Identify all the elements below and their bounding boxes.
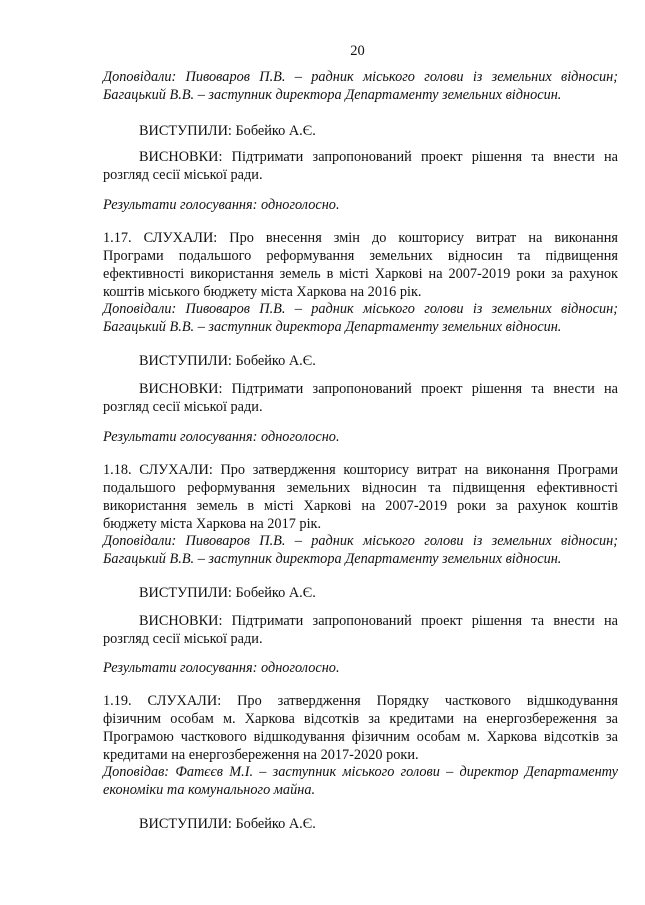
reporters-line: Доповідав: Фатєєв М.І. – заступник міського голови – директор Департаменту <box>103 764 618 780</box>
reporters-line: економіки та комунального майна. <box>103 782 316 798</box>
conclusions-line: ВИСНОВКИ: Підтримати запропонований проект рішення та внести на <box>139 613 618 629</box>
speakers-line: ВИСТУПИЛИ: Бобейко А.Є. <box>139 585 316 601</box>
vote-result: Результати голосування: одноголосно. <box>103 197 340 213</box>
conclusions-line: розгляд сесії міської ради. <box>103 399 263 415</box>
reporters-line: Доповідали: Пивоваров П.В. – радник міського голови із земельних відносин; <box>103 533 618 549</box>
vote-result: Результати голосування: одноголосно. <box>103 429 340 445</box>
reporters-line: Доповідали: Пивоваров П.В. – радник міського голови із земельних відносин; <box>103 69 618 85</box>
page-number: 20 <box>350 43 365 59</box>
heard-line: Програми подальшого реформування земельних відносин та підвищення <box>103 248 618 264</box>
heard-line: коштів міського бюджету міста Харкова на 2016 рік. <box>103 284 422 300</box>
heard-line: ефективності використання земель в місті Харкові на 2007-2019 роки за рахунок <box>103 266 618 282</box>
speakers-line: ВИСТУПИЛИ: Бобейко А.Є. <box>139 353 316 369</box>
conclusions-line: ВИСНОВКИ: Підтримати запропонований проект рішення та внести на <box>139 149 618 165</box>
heard-line: Програмою часткового відшкодування фізичним особам м. Харкова відсотків за <box>103 729 618 745</box>
vote-result: Результати голосування: одноголосно. <box>103 660 340 676</box>
reporters-line: Багацький В.В. – заступник директора Департаменту земельних відносин. <box>103 319 562 335</box>
speakers-line: ВИСТУПИЛИ: Бобейко А.Є. <box>139 816 316 832</box>
reporters-line: Багацький В.В. – заступник директора Департаменту земельних відносин. <box>103 87 562 103</box>
conclusions-line: ВИСНОВКИ: Підтримати запропонований проект рішення та внести на <box>139 381 618 397</box>
heard-line: 1.19. СЛУХАЛИ: Про затвердження Порядку часткового відшкодування <box>103 693 618 709</box>
conclusions-line: розгляд сесії міської ради. <box>103 167 263 183</box>
speakers-line: ВИСТУПИЛИ: Бобейко А.Є. <box>139 123 316 139</box>
heard-line: подальшого реформування земельних відносин та підвищення ефективності <box>103 480 618 496</box>
conclusions-line: розгляд сесії міської ради. <box>103 631 263 647</box>
reporters-line: Доповідали: Пивоваров П.В. – радник міського голови із земельних відносин; <box>103 301 618 317</box>
heard-line: 1.17. СЛУХАЛИ: Про внесення змін до кошторису витрат на виконання <box>103 230 618 246</box>
heard-line: бюджету міста Харкова на 2017 рік. <box>103 516 322 532</box>
heard-line: 1.18. СЛУХАЛИ: Про затвердження кошторису витрат на виконання Програми <box>103 462 618 478</box>
reporters-line: Багацький В.В. – заступник директора Департаменту земельних відносин. <box>103 551 562 567</box>
heard-line: фізичним особам м. Харкова відсотків за кредитами на енергозбереження за <box>103 711 618 727</box>
heard-line: кредитами на енергозбереження на 2017-2020 роки. <box>103 747 419 763</box>
heard-line: використання земель в місті Харкові на 2007-2019 роки за рахунок коштів <box>103 498 618 514</box>
